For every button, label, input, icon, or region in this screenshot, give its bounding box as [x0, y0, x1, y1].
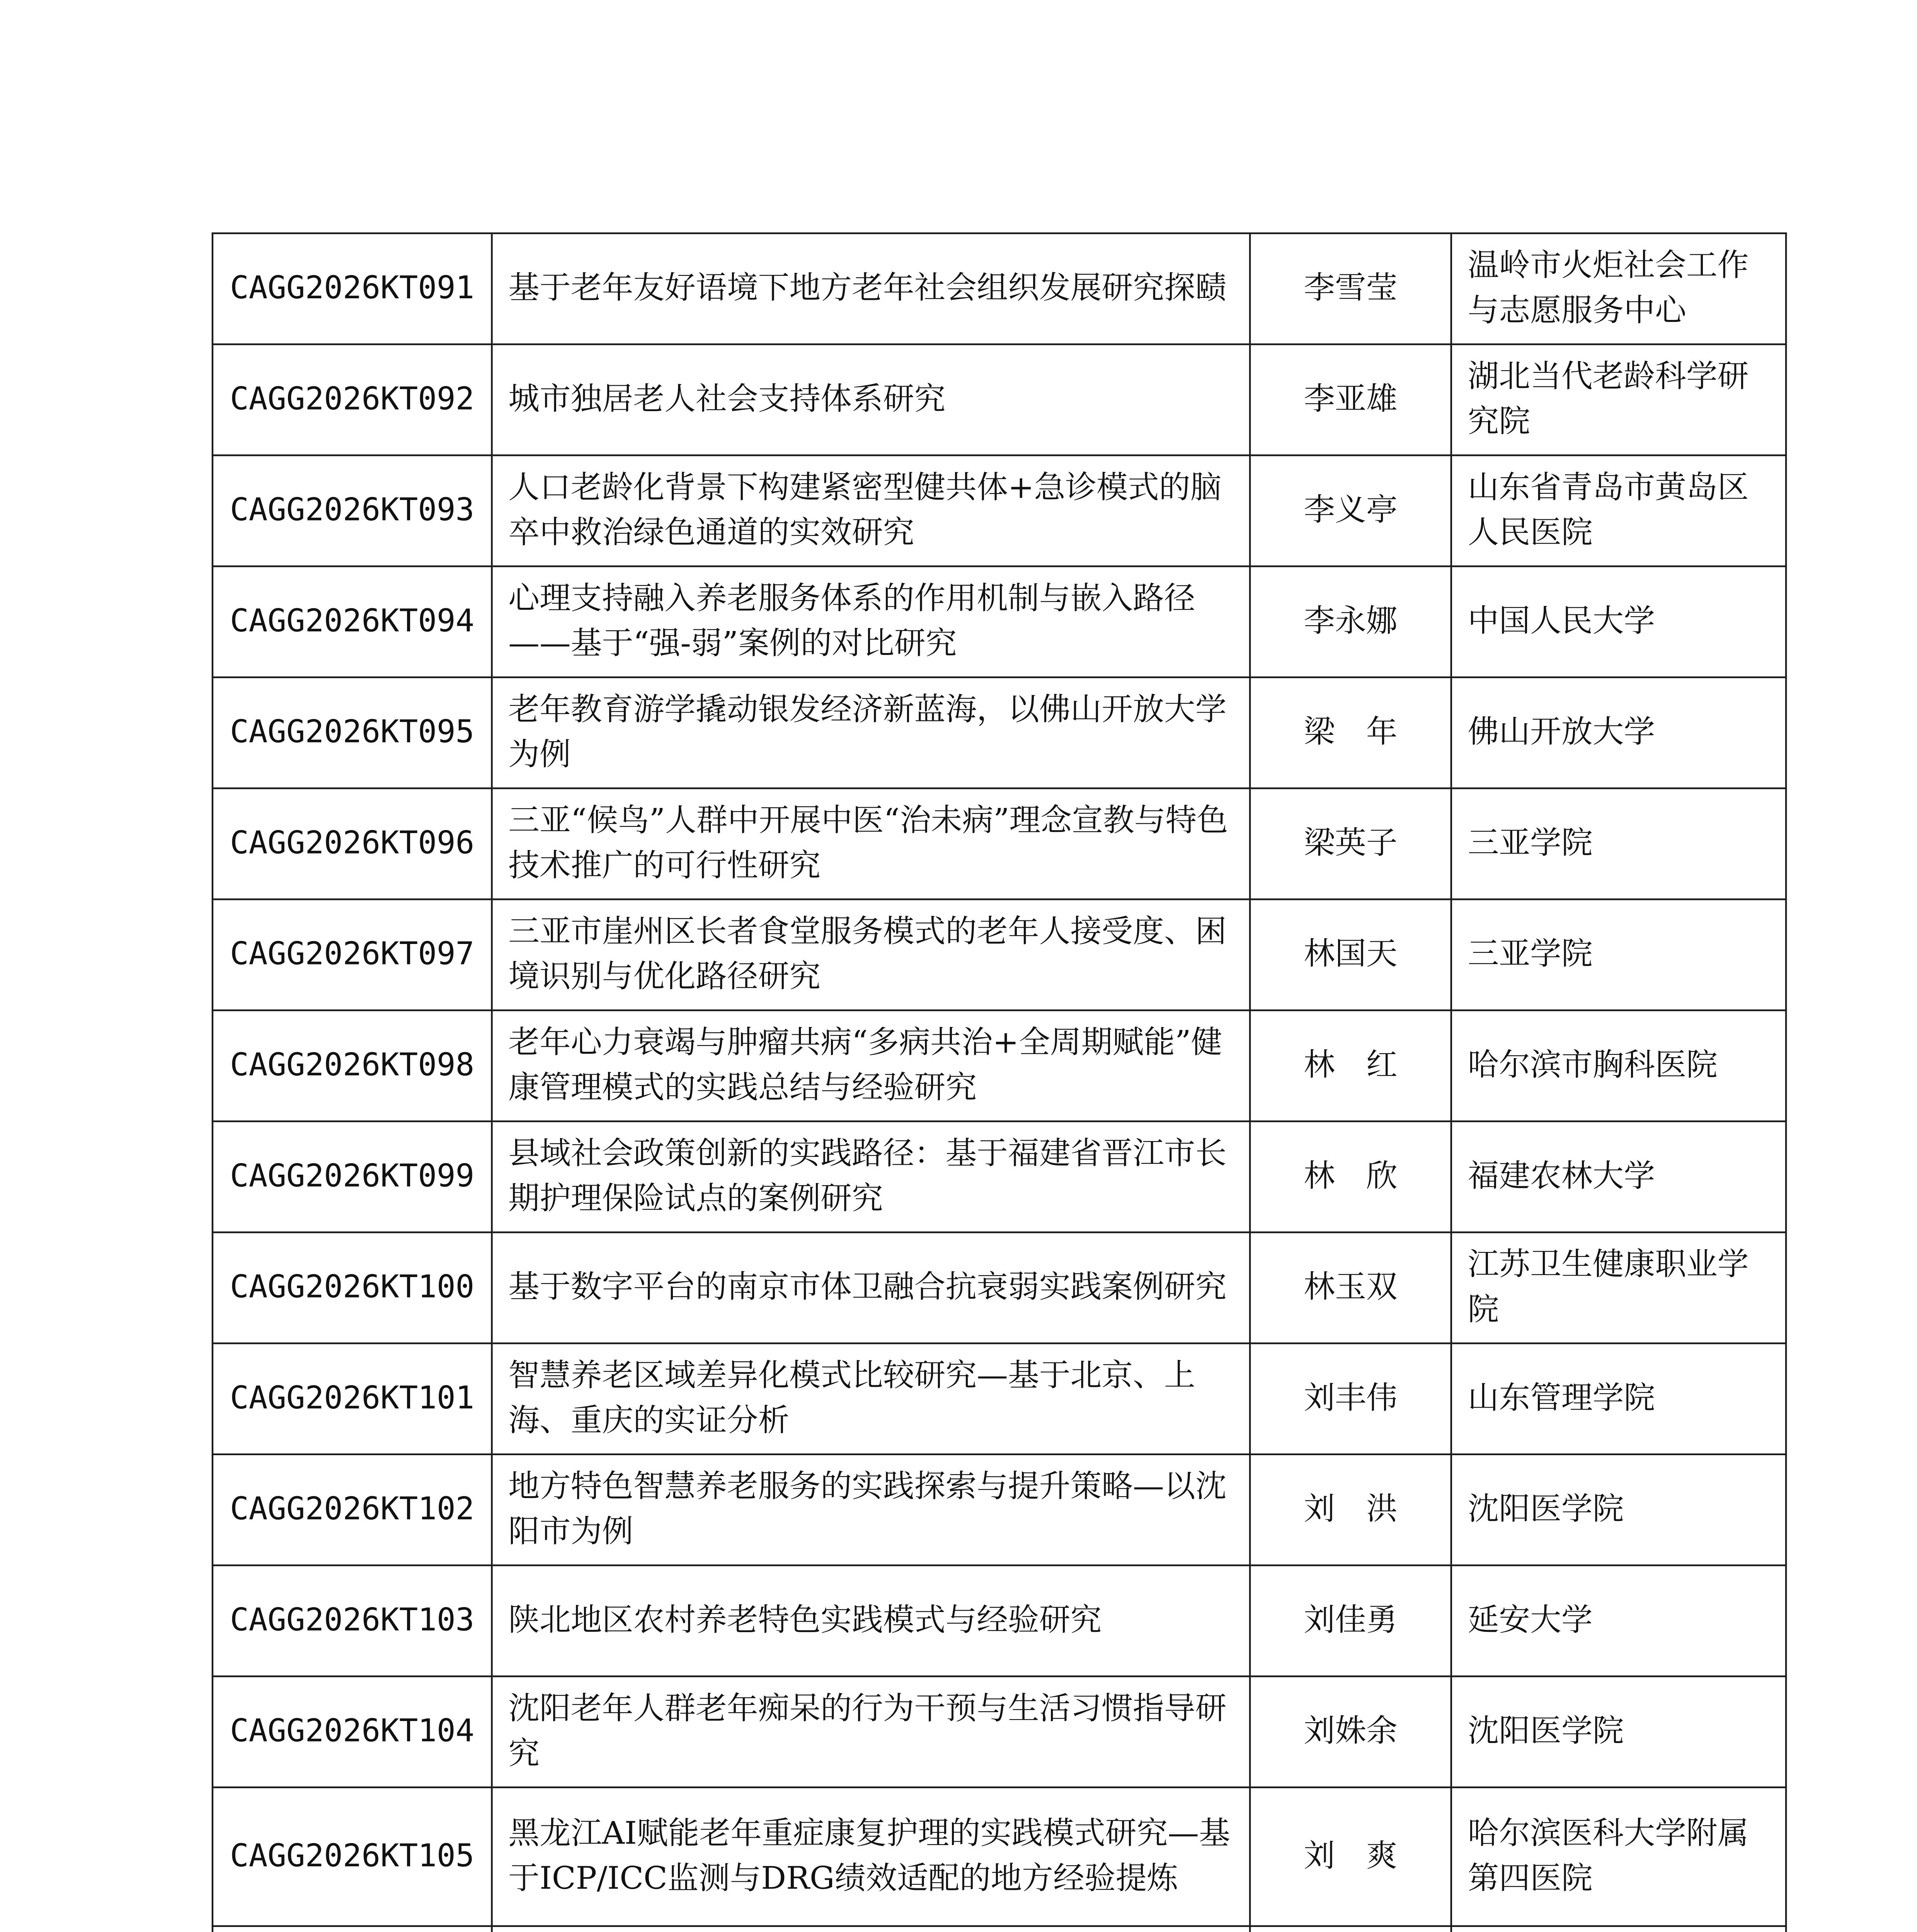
project-code-cell: CAGG2026KT096	[213, 788, 492, 899]
project-title-cell: 老年心力衰竭与肿瘤共病“多病共治+全周期赋能”健康管理模式的实践总结与经验研究	[492, 1010, 1250, 1121]
project-code-cell: CAGG2026KT100	[213, 1232, 492, 1343]
table-row	[213, 1343, 1786, 1454]
table-row	[213, 1232, 1786, 1343]
organization-cell	[1451, 1926, 1786, 1932]
organization-cell: 沈阳医学院	[1451, 1454, 1786, 1565]
project-code-cell: CAGG2026KT103	[213, 1565, 492, 1676]
project-title-cell: 基于老年友好语境下地方老年社会组织发展研究探赜	[492, 233, 1250, 344]
table-row	[213, 788, 1786, 899]
project-title-cell: 黑龙江AI赋能老年重症康复护理的实践模式研究—基于ICP/ICC监测与DRG绩效适配的地方经验提炼	[492, 1787, 1250, 1926]
project-leader-cell: 刘丰伟	[1250, 1343, 1451, 1454]
table-row	[213, 1121, 1786, 1232]
project-code-cell	[213, 1926, 492, 1932]
project-code-cell: CAGG2026KT105	[213, 1787, 492, 1926]
table-row	[213, 233, 1786, 344]
project-title-cell: 县域社会政策创新的实践路径：基于福建省晋江市长期护理保险试点的案例研究	[492, 1121, 1250, 1232]
project-title-cell: 基于数字平台的南京市体卫融合抗衰弱实践案例研究	[492, 1232, 1250, 1343]
project-leader-cell: 林 欣	[1250, 1121, 1451, 1232]
project-leader-cell: 李永娜	[1250, 566, 1451, 677]
project-code-cell: CAGG2026KT102	[213, 1454, 492, 1565]
project-title-cell: 三亚市崖州区长者食堂服务模式的老年人接受度、困境识别与优化路径研究	[492, 899, 1250, 1010]
project-title-cell: 人口老龄化背景下构建紧密型健共体+急诊模式的脑卒中救治绿色通道的实效研究	[492, 455, 1250, 566]
project-code-cell: CAGG2026KT101	[213, 1343, 492, 1454]
table-row	[213, 1454, 1786, 1565]
organization-cell: 沈阳医学院	[1451, 1676, 1786, 1787]
table-row	[213, 1676, 1786, 1787]
project-title-cell: 心理支持融入养老服务体系的作用机制与嵌入路径——基于“强-弱”案例的对比研究	[492, 566, 1250, 677]
project-title-cell: 老年教育游学撬动银发经济新蓝海，以佛山开放大学为例	[492, 677, 1250, 788]
project-table	[212, 232, 1787, 1932]
project-title-cell: 智慧养老区域差异化模式比较研究—基于北京、上海、重庆的实证分析	[492, 1343, 1250, 1454]
table-row	[213, 1926, 1786, 1932]
organization-cell: 三亚学院	[1451, 788, 1786, 899]
organization-cell: 江苏卫生健康职业学院	[1451, 1232, 1786, 1343]
organization-cell: 三亚学院	[1451, 899, 1786, 1010]
project-code-cell: CAGG2026KT099	[213, 1121, 492, 1232]
organization-cell: 哈尔滨市胸科医院	[1451, 1010, 1786, 1121]
project-code-cell: CAGG2026KT104	[213, 1676, 492, 1787]
project-code-cell: CAGG2026KT097	[213, 899, 492, 1010]
table-row	[213, 1787, 1786, 1926]
project-title-cell: 三亚“候鸟”人群中开展中医“治未病”理念宣教与特色技术推广的可行性研究	[492, 788, 1250, 899]
table-row	[213, 677, 1786, 788]
project-code-cell: CAGG2026KT098	[213, 1010, 492, 1121]
project-leader-cell: 刘姝余	[1250, 1676, 1451, 1787]
project-leader-cell: 刘 洪	[1250, 1454, 1451, 1565]
table-row	[213, 455, 1786, 566]
project-code-cell: CAGG2026KT093	[213, 455, 492, 566]
project-code-cell: CAGG2026KT092	[213, 344, 492, 455]
project-leader-cell: 李雪莹	[1250, 233, 1451, 344]
project-leader-cell: 李义亭	[1250, 455, 1451, 566]
project-leader-cell: 刘佳勇	[1250, 1565, 1451, 1676]
organization-cell: 福建农林大学	[1451, 1121, 1786, 1232]
organization-cell: 山东省青岛市黄岛区人民医院	[1451, 455, 1786, 566]
organization-cell: 佛山开放大学	[1451, 677, 1786, 788]
project-leader-cell: 林国天	[1250, 899, 1451, 1010]
project-leader-cell: 林玉双	[1250, 1232, 1451, 1343]
organization-cell: 湖北当代老龄科学研究院	[1451, 344, 1786, 455]
organization-cell: 山东管理学院	[1451, 1343, 1786, 1454]
project-table-body	[213, 233, 1786, 1932]
project-code-cell: CAGG2026KT094	[213, 566, 492, 677]
table-row	[213, 899, 1786, 1010]
project-title-cell: 陕北地区农村养老特色实践模式与经验研究	[492, 1565, 1250, 1676]
project-title-cell: 地方特色智慧养老服务的实践探索与提升策略—以沈阳市为例	[492, 1454, 1250, 1565]
project-leader-cell: 李亚雄	[1250, 344, 1451, 455]
project-leader-cell: 梁 年	[1250, 677, 1451, 788]
organization-cell: 中国人民大学	[1451, 566, 1786, 677]
project-code-cell: CAGG2026KT091	[213, 233, 492, 344]
organization-cell: 温岭市火炬社会工作与志愿服务中心	[1451, 233, 1786, 344]
organization-cell: 哈尔滨医科大学附属第四医院	[1451, 1787, 1786, 1926]
table-row	[213, 566, 1786, 677]
table-row	[213, 1010, 1786, 1121]
table-row	[213, 1565, 1786, 1676]
organization-cell: 延安大学	[1451, 1565, 1786, 1676]
table-row	[213, 344, 1786, 455]
project-code-cell: CAGG2026KT095	[213, 677, 492, 788]
project-leader-cell: 林 红	[1250, 1010, 1451, 1121]
project-title-cell	[492, 1926, 1250, 1932]
project-leader-cell: 刘 爽	[1250, 1787, 1451, 1926]
project-title-cell: 沈阳老年人群老年痴呆的行为干预与生活习惯指导研究	[492, 1676, 1250, 1787]
project-leader-cell: 梁英子	[1250, 788, 1451, 899]
project-title-cell: 城市独居老人社会支持体系研究	[492, 344, 1250, 455]
project-leader-cell	[1250, 1926, 1451, 1932]
